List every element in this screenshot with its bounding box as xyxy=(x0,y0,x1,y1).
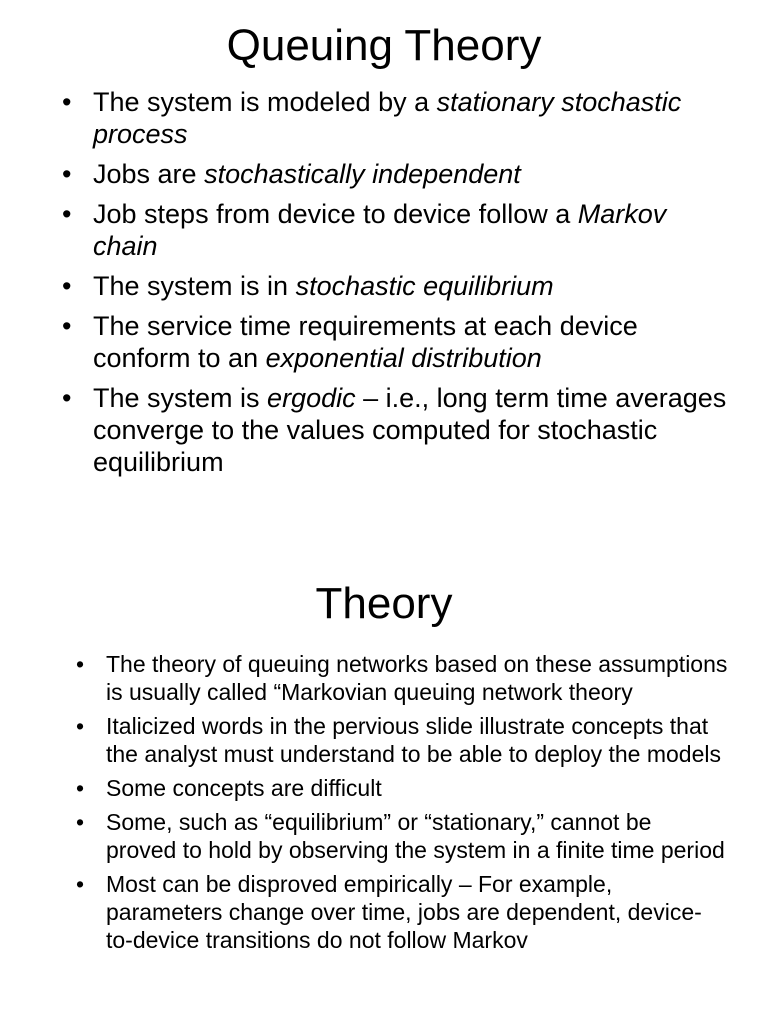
bullet-emphasis: ergodic xyxy=(267,383,356,413)
slide-theory xyxy=(0,540,768,1024)
slide-title: Theory xyxy=(315,579,453,628)
slide-title: Queuing Theory xyxy=(226,21,542,70)
bullet-list xyxy=(0,86,768,478)
bullet-text-tail: – i.e., long term time averages converge to the values computed for stochastic equilibrium xyxy=(93,383,727,477)
bullet-dot-icon: • xyxy=(76,809,85,835)
bullet-dot-icon: • xyxy=(76,871,85,897)
bullet-item xyxy=(62,198,728,262)
bullet-text: The system is in xyxy=(93,271,296,301)
bullet-text: The system is modeled by a xyxy=(93,87,437,117)
bullet-item xyxy=(62,270,728,302)
bullet-text: Italicized words in the pervious slide illustrate concepts that the analyst must understand to be able to deploy the models xyxy=(106,713,722,767)
bullet-item xyxy=(62,310,728,374)
bullet-dot-icon: • xyxy=(62,159,72,189)
bullet-text: Jobs are xyxy=(93,159,205,189)
bullet-text: The theory of queuing networks based on these assumptions is usually called “Markovian queuing network theory xyxy=(106,651,728,705)
bullet-dot-icon: • xyxy=(62,383,72,413)
bullet-item xyxy=(76,712,728,768)
bullet-list xyxy=(0,650,768,954)
bullet-dot-icon: • xyxy=(76,775,85,801)
bullet-dot-icon: • xyxy=(76,713,85,739)
bullet-emphasis: stochastically independent xyxy=(204,159,521,189)
bullet-text: Some, such as “equilibrium” or “stationary,” cannot be proved to hold by observing the system in a finite time period xyxy=(106,809,725,863)
bullet-item xyxy=(62,86,728,150)
bullet-item xyxy=(76,870,728,954)
bullet-dot-icon: • xyxy=(62,87,72,117)
bullet-text: Most can be disproved empirically – For example, parameters change over time, jobs are dependent, device-to-device transitions do not follow Markov xyxy=(106,871,702,953)
bullet-emphasis: exponential distribution xyxy=(265,343,542,373)
bullet-text: Some concepts are difficult xyxy=(106,775,382,801)
bullet-item xyxy=(76,808,728,864)
bullet-text: The system is xyxy=(93,383,268,413)
bullet-text: The service time requirements at each device conform to an xyxy=(93,311,638,373)
bullet-emphasis: Markov chain xyxy=(93,199,667,261)
bullet-item xyxy=(76,650,728,706)
bullet-emphasis: stationary stochastic process xyxy=(93,87,682,149)
bullet-dot-icon: • xyxy=(62,311,72,341)
bullet-dot-icon: • xyxy=(76,651,85,677)
bullet-dot-icon: • xyxy=(62,199,72,229)
bullet-emphasis: stochastic equilibrium xyxy=(295,271,554,301)
bullet-item xyxy=(62,158,728,190)
bullet-text: Job steps from device to device follow a xyxy=(93,199,578,229)
bullet-item xyxy=(76,774,728,802)
bullet-item xyxy=(62,382,728,478)
bullet-dot-icon: • xyxy=(62,271,72,301)
